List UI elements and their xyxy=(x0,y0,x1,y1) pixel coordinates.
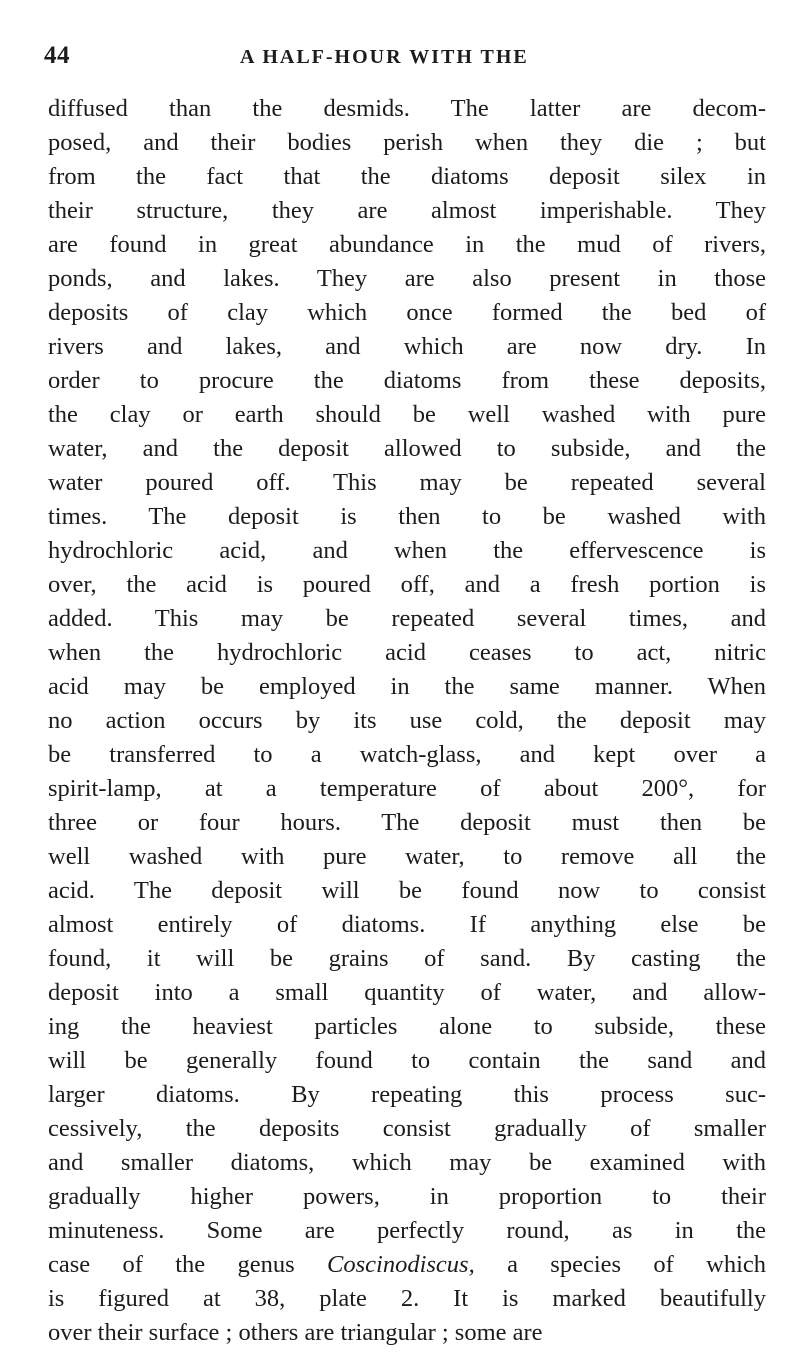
text-line: almost entirely of diatoms. If anything else be xyxy=(48,911,766,938)
text-line: is figured at 38, plate 2. It is marked beautifully xyxy=(48,1285,766,1312)
page-number: 44 xyxy=(44,42,70,69)
text-line: well washed with pure water, to remove all the xyxy=(48,843,766,870)
text-line: no action occurs by its use cold, the deposit may xyxy=(48,707,766,734)
text-fragment: a species of which xyxy=(474,1251,766,1278)
text-line: the clay or earth should be well washed with pure xyxy=(48,401,766,428)
text-line: their structure, they are almost imperishable. They xyxy=(48,197,766,224)
text-line: over, the acid is poured off, and a fresh portion is xyxy=(48,571,766,598)
text-line: ing the heaviest particles alone to subside, these xyxy=(48,1013,766,1040)
running-head: A HALF-HOUR WITH THE xyxy=(240,46,529,68)
text-line: deposit into a small quantity of water, and allow- xyxy=(48,979,766,1006)
body-text xyxy=(48,92,766,1350)
text-line: cessively, the deposits consist gradually of smaller xyxy=(48,1115,766,1142)
text-line: gradually higher powers, in proportion to their xyxy=(48,1183,766,1210)
text-line: and smaller diatoms, which may be examined with xyxy=(48,1149,766,1176)
text-line: three or four hours. The deposit must then be xyxy=(48,809,766,836)
text-line: diffused than the desmids. The latter are decom- xyxy=(48,95,766,122)
text-line: deposits of clay which once formed the bed of xyxy=(48,299,766,326)
text-line: posed, and their bodies perish when they die ; but xyxy=(48,129,766,156)
text-line: order to procure the diatoms from these deposits, xyxy=(48,367,766,394)
text-line: larger diatoms. By repeating this process suc- xyxy=(48,1081,766,1108)
text-line: ponds, and lakes. They are also present in those xyxy=(48,265,766,292)
text-line: found, it will be grains of sand. By casting the xyxy=(48,945,766,972)
text-line: hydrochloric acid, and when the effervescence is xyxy=(48,537,766,564)
text-line: water poured off. This may be repeated several xyxy=(48,469,766,496)
text-line: from the fact that the diatoms deposit silex in xyxy=(48,163,766,190)
text-line: will be generally found to contain the sand and xyxy=(48,1047,766,1074)
text-line: be transferred to a watch-glass, and kept over a xyxy=(48,741,766,768)
text-line-last: over their surface ; others are triangular ; some are xyxy=(48,1319,543,1346)
text-fragment: case of the genus xyxy=(48,1251,328,1278)
text-line: rivers and lakes, and which are now dry. In xyxy=(48,333,766,360)
text-line: are found in great abundance in the mud of rivers, xyxy=(48,231,766,258)
text-line-genus xyxy=(48,1248,766,1282)
page-header xyxy=(44,38,756,78)
text-line: spirit-lamp, at a temperature of about 200°, for xyxy=(48,775,766,802)
text-line: times. The deposit is then to be washed with xyxy=(48,503,766,530)
text-line: water, and the deposit allowed to subside, and the xyxy=(48,435,766,462)
text-line: added. This may be repeated several times, and xyxy=(48,605,766,632)
genus-name: Coscinodiscus, xyxy=(327,1251,475,1278)
text-line: acid may be employed in the same manner. When xyxy=(48,673,766,700)
text-line: acid. The deposit will be found now to consist xyxy=(48,877,766,904)
text-line: minuteness. Some are perfectly round, as in the xyxy=(48,1217,766,1244)
text-line: when the hydrochloric acid ceases to act, nitric xyxy=(48,639,766,666)
